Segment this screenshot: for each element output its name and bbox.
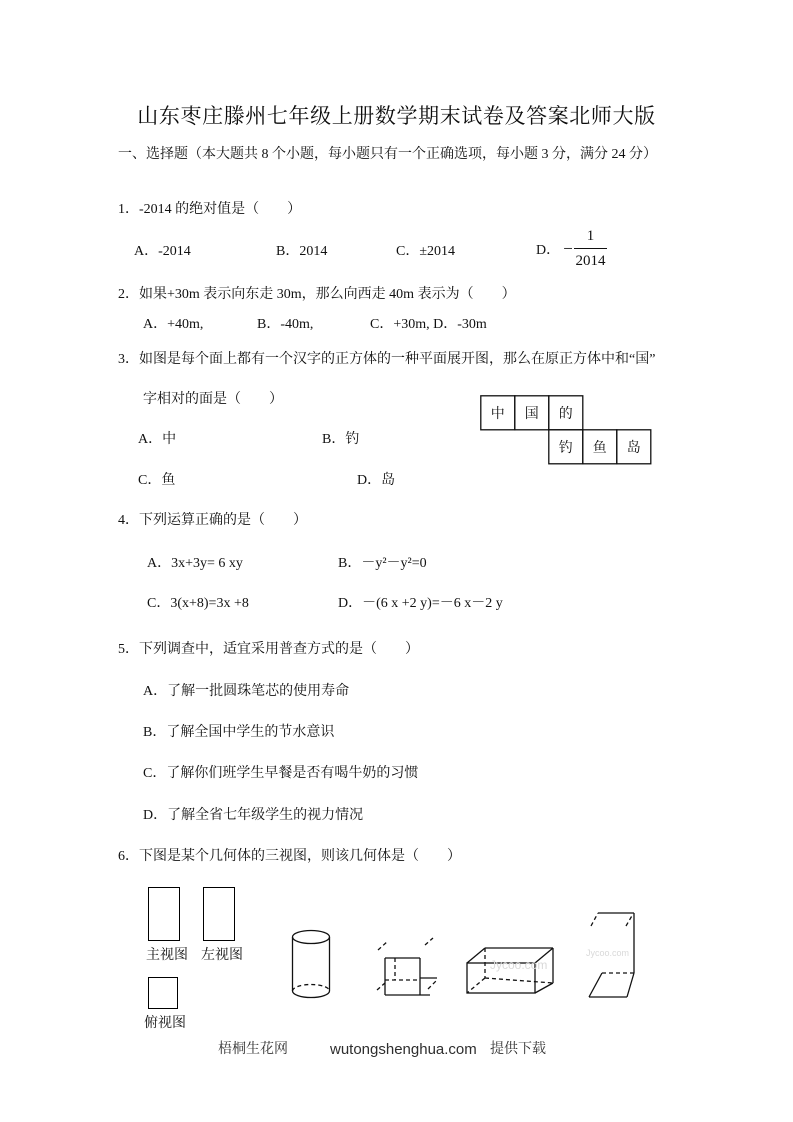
front-view-label: 主视图 [146,948,188,963]
left-view-rectangle [203,887,235,941]
net-cell-char: 中 [490,407,505,422]
question-3-option-d: D．岛 [357,473,396,488]
question-1-option-d [536,226,607,272]
cylinder-shape [291,929,331,1001]
question-3-stem-line2: 字相对的面是（ ） [143,392,283,407]
question-5-option-a: A．了解一批圆珠笔芯的使用寿命 [143,684,350,699]
front-view-rectangle [148,887,180,941]
fraction [574,226,608,272]
question-1-option-c: C．±2014 [396,244,456,259]
prism-hidden-edges [591,913,634,973]
footer-download-text: 提供下载 [490,1042,546,1057]
question-1-stem: 1．-2014 的绝对值是（ ） [118,202,302,217]
watermark-text: Jycoo.com [586,948,630,958]
question-2-option-b: B．-40m, [257,317,314,332]
net-cell-char: 岛 [626,441,641,456]
question-2-option-a: A．+40m, [143,317,204,332]
question-4-option-a: A．3x+3y= 6 xy [147,556,243,571]
question-4-option-d: D．－(6 x +2 y)=－6 x－2 y [338,596,503,611]
net-cell-char: 的 [558,407,573,422]
cube-shape [374,934,440,1000]
question-3-option-b: B．钓 [322,432,360,447]
question-5-option-b: B．了解全国中学生的节水意识 [143,725,335,740]
top-view-label: 俯视图 [144,1016,186,1031]
cube-net-figure [480,395,656,467]
question-2-options-cd: C．+30m, D．-30m [370,317,487,332]
cube-hidden-edges [377,938,436,990]
question-6-stem: 6．下图是某个几何体的三视图，则该几何体是（ ） [118,849,461,864]
question-3-stem-line1: 3．如图是每个面上都有一个汉字的正方体的一种平面展开图，那么在原正方体中和“国” [118,352,656,367]
question-3-option-a: A．中 [138,432,177,447]
question-2-stem: 2．如果+30m 表示向东走 30m，那么向西走 40m 表示为（ ） [118,287,516,302]
question-5-option-d: D．了解全省七年级学生的视力情况 [143,808,364,823]
cube-solid-edges [385,958,437,995]
fraction-minus-sign: − [563,239,573,258]
net-cell-char: 钓 [558,441,573,456]
fraction-numerator: 1 [574,226,608,249]
footer-site-name: 梧桐生花网 [218,1042,288,1057]
watermark-text: Jycoo.com [490,958,548,972]
page-title: 山东枣庄滕州七年级上册数学期末试卷及答案北师大版 [137,104,656,128]
question-1-option-a: A．-2014 [134,244,191,259]
left-view-label: 左视图 [201,948,243,963]
question-3-option-c: C．鱼 [138,473,176,488]
question-1-option-b: B．2014 [276,244,328,259]
section-header: 一、选择题（本大题共 8 个小题，每小题只有一个正确选项，每小题 3 分，满分 24 分） [118,147,657,162]
net-cell-char: 鱼 [592,441,607,456]
fraction-denominator: 2014 [575,253,606,269]
question-4-stem: 4．下列运算正确的是（ ） [118,513,307,528]
option-d-label: D． [536,243,561,258]
cylinder-outline [293,931,330,998]
question-4-option-b: B．－y²－y²=0 [338,556,427,571]
cube-net-characters [491,405,641,456]
question-5-option-c: C．了解你们班学生早餐是否有喝牛奶的习惯 [143,766,419,781]
top-view-square [148,977,178,1009]
question-4-option-c: C．3(x+8)=3x +8 [147,596,249,611]
question-5-stem: 5．下列调查中，适宜采用普查方式的是（ ） [118,642,419,657]
net-cell-char: 国 [524,407,539,422]
footer-site-url: wutongshenghua.com [330,1041,477,1058]
